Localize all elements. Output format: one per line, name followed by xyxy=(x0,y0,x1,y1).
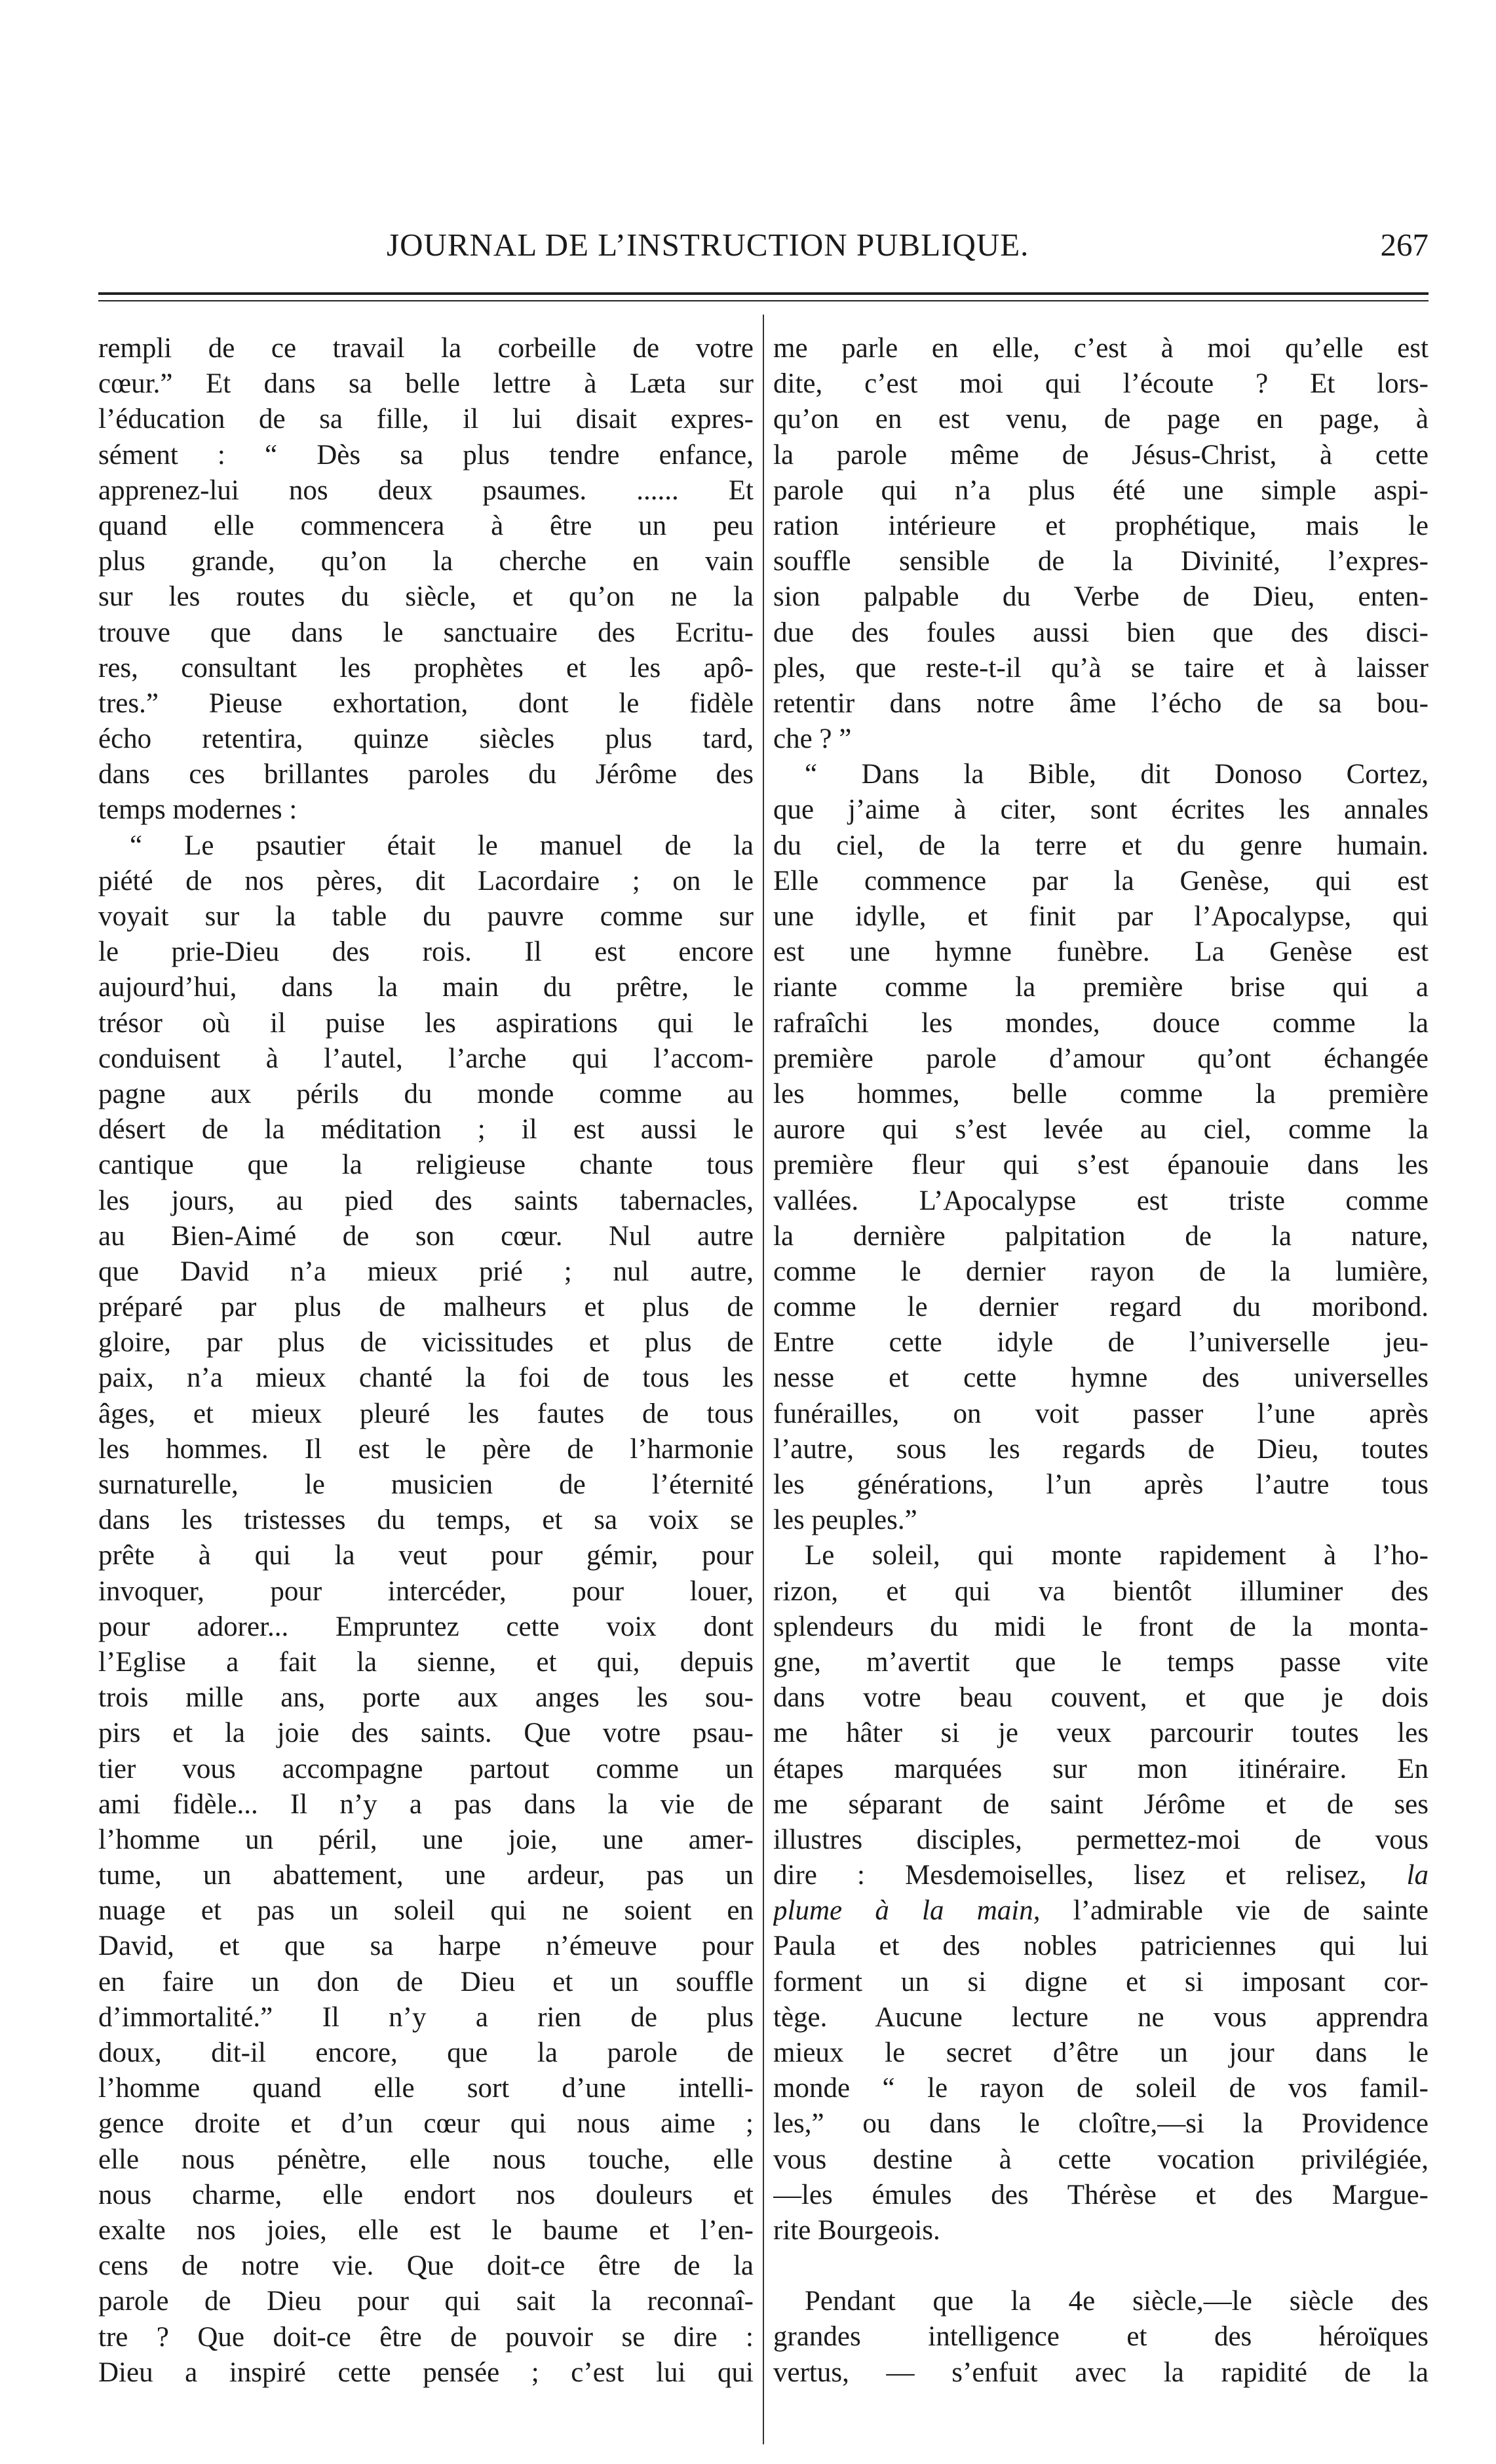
text-line: Elle commence par la Genèse, qui est xyxy=(773,865,1429,896)
text-line: étapes marquées sur mon itinéraire. En xyxy=(773,1753,1429,1784)
text-line: temps modernes : xyxy=(98,794,297,826)
text-line: sur les routes du siècle, et qu’on ne la xyxy=(98,581,754,613)
page-number: 267 xyxy=(1380,227,1429,263)
text-line: vous destine à cette vocation privilégiée, xyxy=(773,2144,1429,2175)
text-line: que j’aime à citer, sont écrites les annales xyxy=(773,794,1429,826)
text-line: invoquer, pour intercéder, pour louer, xyxy=(98,1575,754,1607)
text-line: gne, m’avertit que le temps passe vite xyxy=(773,1646,1429,1678)
text-line: que David n’a mieux prié ; nul autre, xyxy=(98,1256,754,1287)
text-line: les,” ou dans le cloître,—si la Providence xyxy=(773,2108,1429,2140)
text-line: parole de Dieu pour qui sait la reconnaî- xyxy=(98,2286,754,2317)
italic-run: la xyxy=(1406,1860,1429,1891)
text-line: tier vous accompagne partout comme un xyxy=(98,1753,754,1784)
text-line: gloire, par plus de vicissitudes et plus de xyxy=(98,1327,754,1358)
text-line: paix, n’a mieux chanté la foi de tous les xyxy=(98,1362,754,1394)
text-line: nuage et pas un soleil qui ne soient en xyxy=(98,1895,754,1927)
text-line: cantique que la religieuse chante tous xyxy=(98,1149,754,1181)
italic-run: plume à la main, xyxy=(773,1895,1041,1927)
text-line: est une hymne funèbre. La Genèse est xyxy=(773,936,1429,968)
text-line: rite Bourgeois. xyxy=(773,2214,940,2246)
text-line xyxy=(773,1858,1429,1893)
text-line: trouve que dans le sanctuaire des Ecritu- xyxy=(98,617,754,648)
text-line: piété de nos pères, dit Lacordaire ; on le xyxy=(98,865,754,896)
text-line: apprenez-lui nos deux psaumes. ...... Et xyxy=(98,474,754,506)
header-rule-thick xyxy=(98,292,1429,295)
text-line: nous charme, elle endort nos douleurs et xyxy=(98,2179,754,2210)
text-line: aujourd’hui, dans la main du prêtre, le xyxy=(98,972,754,1003)
text-line: me hâter si je veux parcourir toutes les xyxy=(773,1718,1429,1749)
text-line: une idylle, et finit par l’Apocalypse, qui xyxy=(773,901,1429,932)
text-line: Entre cette idyle de l’universelle jeu- xyxy=(773,1327,1429,1358)
text-line: riante comme la première brise qui a xyxy=(773,972,1429,1003)
text-line: sion palpable du Verbe de Dieu, enten- xyxy=(773,581,1429,613)
text-line: elle nous pénètre, elle nous touche, elle xyxy=(98,2144,754,2175)
text-line: parole qui n’a plus été une simple aspi- xyxy=(773,474,1429,506)
text-line: me parle en elle, c’est à moi qu’elle est xyxy=(773,333,1429,364)
text-line: quand elle commencera à être un peu xyxy=(98,510,754,541)
text-line: tre ? Que doit-ce être de pouvoir se dire : xyxy=(98,2321,754,2353)
text-line: forment un si digne et si imposant cor- xyxy=(773,1966,1429,1997)
text-line: illustres disciples, permettez-moi de vous xyxy=(773,1824,1429,1855)
text-line: comme le dernier rayon de la lumière, xyxy=(773,1256,1429,1287)
header-rule-thin xyxy=(98,300,1429,301)
text-line: rafraîchi les mondes, douce comme la xyxy=(773,1007,1429,1039)
text-line: en faire un don de Dieu et un souffle xyxy=(98,1966,754,1997)
text-line: tège. Aucune lecture ne vous apprendra xyxy=(773,2001,1429,2033)
text-line: la dernière palpitation de la nature, xyxy=(773,1220,1429,1252)
left-column xyxy=(98,331,754,2391)
text-line: rempli de ce travail la corbeille de votre xyxy=(98,333,754,364)
text-line: res, consultant les prophètes et les apô- xyxy=(98,652,754,683)
text-line: cœur.” Et dans sa belle lettre à Læta sur xyxy=(98,368,754,400)
text-line: au Bien-Aimé de son cœur. Nul autre xyxy=(98,1220,754,1252)
text-line: ples, que reste-t-il qu’à se taire et à laisser xyxy=(773,652,1429,683)
text-line: l’homme un péril, une joie, une amer- xyxy=(98,1824,754,1855)
text-line: plus grande, qu’on la cherche en vain xyxy=(98,546,754,577)
text-line: les jours, au pied des saints tabernacles, xyxy=(98,1185,754,1216)
text-line: pour adorer... Empruntez cette voix dont xyxy=(98,1611,754,1642)
text-line: qu’on en est venu, de page en page, à xyxy=(773,404,1429,435)
text-line: l’Eglise a fait la sienne, et qui, depuis xyxy=(98,1646,754,1678)
text-line: la parole même de Jésus-Christ, à cette xyxy=(773,439,1429,471)
text-line: due des foules aussi bien que des disci- xyxy=(773,617,1429,648)
text-line: les générations, l’un après l’autre tous xyxy=(773,1469,1429,1500)
text-line: voyait sur la table du pauvre comme sur xyxy=(98,901,754,932)
text-line: l’autre, sous les regards de Dieu, toutes xyxy=(773,1433,1429,1465)
text-line: funérailles, on voit passer l’une après xyxy=(773,1398,1429,1429)
text-line: vallées. L’Apocalypse est triste comme xyxy=(773,1185,1429,1216)
text-line: cens de notre vie. Que doit-ce être de la xyxy=(98,2250,754,2282)
text-line: le prie-Dieu des rois. Il est encore xyxy=(98,936,754,968)
text-line: grandes intelligence et des héroïques xyxy=(773,2321,1429,2353)
text-line: sément : “ Dès sa plus tendre enfance, xyxy=(98,439,754,471)
text-line: dans votre beau couvent, et que je dois xyxy=(773,1682,1429,1714)
text-line xyxy=(773,1893,1429,1929)
text-line: retentir dans notre âme l’écho de sa bou- xyxy=(773,687,1429,719)
text-line: rizon, et qui va bientôt illuminer des xyxy=(773,1575,1429,1607)
column-divider xyxy=(763,315,764,2444)
text-line: pagne aux périls du monde comme au xyxy=(98,1078,754,1109)
text-line: splendeurs du midi le front de la monta- xyxy=(773,1611,1429,1642)
text-line: exalte nos joies, elle est le baume et l’en- xyxy=(98,2214,754,2246)
text-line: première fleur qui s’est épanouie dans les xyxy=(773,1149,1429,1181)
text-line: Le soleil, qui monte rapidement à l’ho- xyxy=(805,1540,1429,1571)
text-line: “ Le psautier était le manuel de la xyxy=(130,830,754,861)
text-line: me séparant de saint Jérôme et de ses xyxy=(773,1788,1429,1820)
text-line: trésor où il puise les aspirations qui le xyxy=(98,1007,754,1039)
text-run: dire : Mesdemoiselles, lisez et relisez, xyxy=(773,1860,1407,1891)
right-column xyxy=(773,331,1429,2391)
text-line: aurore qui s’est levée au ciel, comme la xyxy=(773,1114,1429,1145)
text-line: écho retentira, quinze siècles plus tard, xyxy=(98,723,754,755)
text-line: comme le dernier regard du moribond. xyxy=(773,1292,1429,1323)
text-line: Paula et des nobles patriciennes qui lui xyxy=(773,1931,1429,1962)
text-line: les peuples.” xyxy=(773,1505,917,1536)
text-line: surnaturelle, le musicien de l’éternité xyxy=(98,1469,754,1500)
text-line: nesse et cette hymne des universelles xyxy=(773,1362,1429,1394)
text-line: tume, un abattement, une ardeur, pas un xyxy=(98,1860,754,1891)
text-line: d’immortalité.” Il n’y a rien de plus xyxy=(98,2001,754,2033)
text-line: gence droite et d’un cœur qui nous aime ; xyxy=(98,2108,754,2140)
text-line: trois mille ans, porte aux anges les sou- xyxy=(98,1682,754,1714)
text-line: dans ces brillantes paroles du Jérôme des xyxy=(98,759,754,790)
text-line: tres.” Pieuse exhortation, dont le fidèle xyxy=(98,687,754,719)
text-line: dite, c’est moi qui l’écoute ? Et lors- xyxy=(773,368,1429,400)
text-line: vertus, — s’enfuit avec la rapidité de la xyxy=(773,2357,1429,2388)
text-line: doux, dit-il encore, que la parole de xyxy=(98,2037,754,2068)
paragraph-gap xyxy=(773,2248,1429,2284)
text-line: David, et que sa harpe n’émeuve pour xyxy=(98,1931,754,1962)
text-line: l’éducation de sa fille, il lui disait expres- xyxy=(98,404,754,435)
text-line: monde “ le rayon de soleil de vos famil- xyxy=(773,2073,1429,2104)
text-line: che ? ” xyxy=(773,723,852,755)
text-line: ration intérieure et prophétique, mais le xyxy=(773,510,1429,541)
text-line: préparé par plus de malheurs et plus de xyxy=(98,1292,754,1323)
text-line: première parole d’amour qu’ont échangée xyxy=(773,1043,1429,1074)
text-line: désert de la méditation ; il est aussi le xyxy=(98,1114,754,1145)
text-line: l’homme quand elle sort d’une intelli- xyxy=(98,2073,754,2104)
running-header xyxy=(98,226,1429,272)
text-line: “ Dans la Bible, dit Donoso Cortez, xyxy=(805,759,1429,790)
text-line: —les émules des Thérèse et des Margue- xyxy=(773,2179,1429,2210)
text-line: ami fidèle... Il n’y a pas dans la vie de xyxy=(98,1788,754,1820)
text-line: prête à qui la veut pour gémir, pour xyxy=(98,1540,754,1571)
text-line: Dieu a inspiré cette pensée ; c’est lui qui xyxy=(98,2357,754,2388)
text-line: conduisent à l’autel, l’arche qui l’accom- xyxy=(98,1043,754,1074)
text-run: l’admirable vie de sainte xyxy=(1040,1895,1429,1927)
journal-title: JOURNAL DE L’INSTRUCTION PUBLIQUE. xyxy=(387,227,1029,263)
text-line: mieux le secret d’être un jour dans le xyxy=(773,2037,1429,2068)
text-line: pirs et la joie des saints. Que votre psau- xyxy=(98,1718,754,1749)
text-line: dans les tristesses du temps, et sa voix se xyxy=(98,1505,754,1536)
text-line: du ciel, de la terre et du genre humain. xyxy=(773,830,1429,861)
text-line: âges, et mieux pleuré les fautes de tous xyxy=(98,1398,754,1429)
text-line: souffle sensible de la Divinité, l’expres- xyxy=(773,546,1429,577)
text-line: Pendant que la 4e siècle,—le siècle des xyxy=(805,2286,1429,2317)
text-line: les hommes, belle comme la première xyxy=(773,1078,1429,1109)
text-line: les hommes. Il est le père de l’harmonie xyxy=(98,1433,754,1465)
